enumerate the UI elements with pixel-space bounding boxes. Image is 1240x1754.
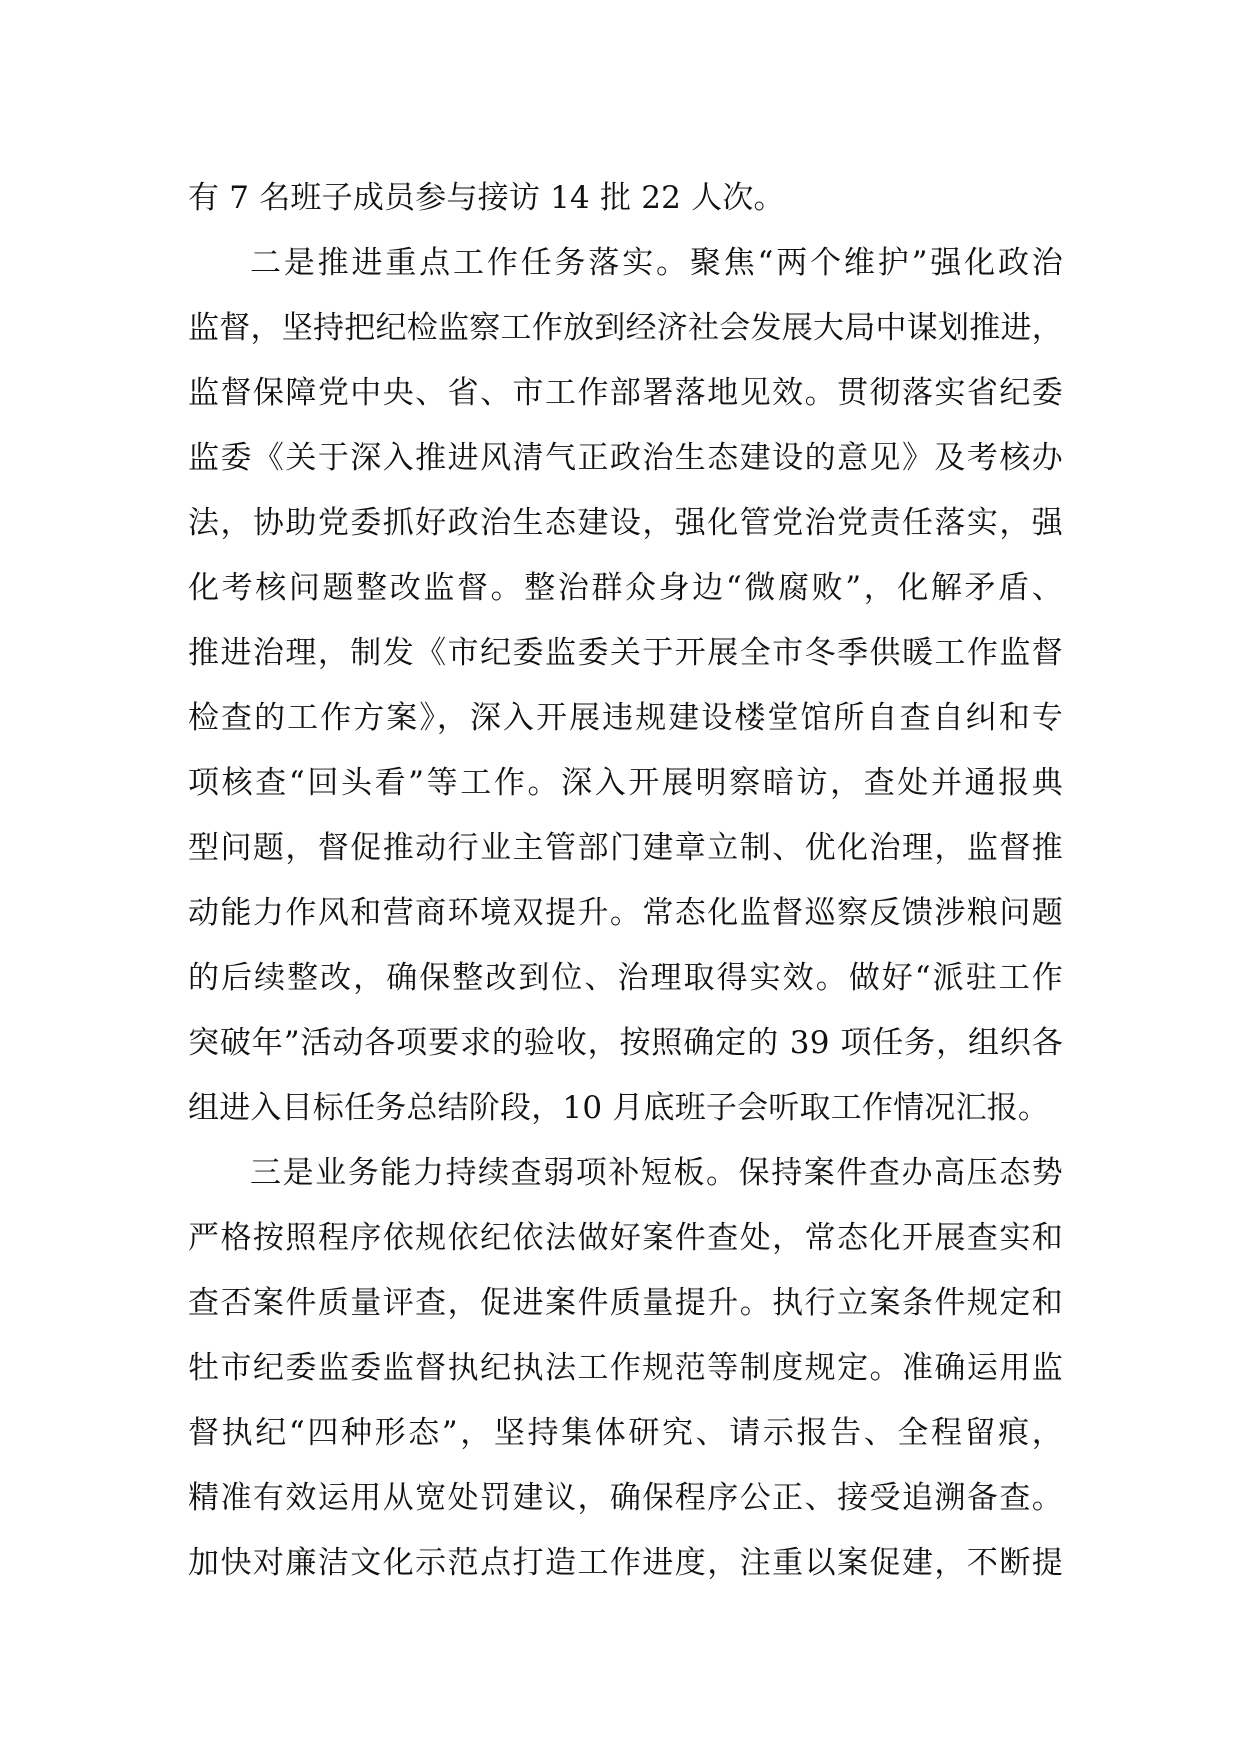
text-line: 监委《关于深入推进风清气正政治生态建设的意见》及考核办: [188, 440, 1063, 476]
text-line: 推进治理，制发《市纪委监委关于开展全市冬季供暖工作监督: [188, 635, 1063, 671]
text-line: 突破年”活动各项要求的验收，按照确定的 39 项任务，组织各: [188, 1025, 1063, 1061]
text-line: 的后续整改，确保整改到位、治理取得实效。做好“派驻工作: [188, 960, 1063, 996]
text-line: 严格按照程序依规依纪依法做好案件查处，常态化开展查实和: [188, 1220, 1063, 1256]
text-line: 有 7 名班子成员参与接访 14 批 22 人次。: [188, 180, 785, 216]
paragraph-first-line: 三是业务能力持续查弱项补短板。保持案件查办高压态势: [250, 1155, 1063, 1191]
text-line: 牡市纪委监委监督执纪执法工作规范等制度规定。准确运用监: [188, 1350, 1063, 1386]
text-line: 监督，坚持把纪检监察工作放到经济社会发展大局中谋划推进，: [188, 310, 1063, 346]
text-line: 项核查“回头看”等工作。深入开展明察暗访，查处并通报典: [188, 765, 1063, 801]
text-line: 化考核问题整改监督。整治群众身边“微腐败”，化解矛盾、: [188, 570, 1063, 606]
paragraph-first-line: 二是推进重点工作任务落实。聚焦“两个维护”强化政治: [250, 245, 1063, 281]
body-text: [188, 166, 1063, 1596]
text-line: 精准有效运用从宽处罚建议，确保程序公正、接受追溯备查。: [188, 1480, 1063, 1516]
text-line: 组进入目标任务总结阶段，10 月底班子会听取工作情况汇报。: [188, 1090, 1050, 1126]
text-line: 法，协助党委抓好政治生态建设，强化管党治党责任落实，强: [188, 505, 1063, 541]
text-line: 型问题，督促推动行业主管部门建章立制、优化治理，监督推: [188, 830, 1063, 866]
text-line: 监督保障党中央、省、市工作部署落地见效。贯彻落实省纪委: [188, 375, 1063, 411]
text-line: 查否案件质量评查，促进案件质量提升。执行立案条件规定和: [188, 1285, 1063, 1321]
text-line: 检查的工作方案》，深入开展违规建设楼堂馆所自查自纠和专: [188, 700, 1063, 736]
text-line: 督执纪“四种形态”，坚持集体研究、请示报告、全程留痕，: [188, 1415, 1063, 1451]
text-line: 加快对廉洁文化示范点打造工作进度，注重以案促建，不断提: [188, 1545, 1063, 1581]
text-line: 动能力作风和营商环境双提升。常态化监督巡察反馈涉粮问题: [188, 895, 1063, 931]
